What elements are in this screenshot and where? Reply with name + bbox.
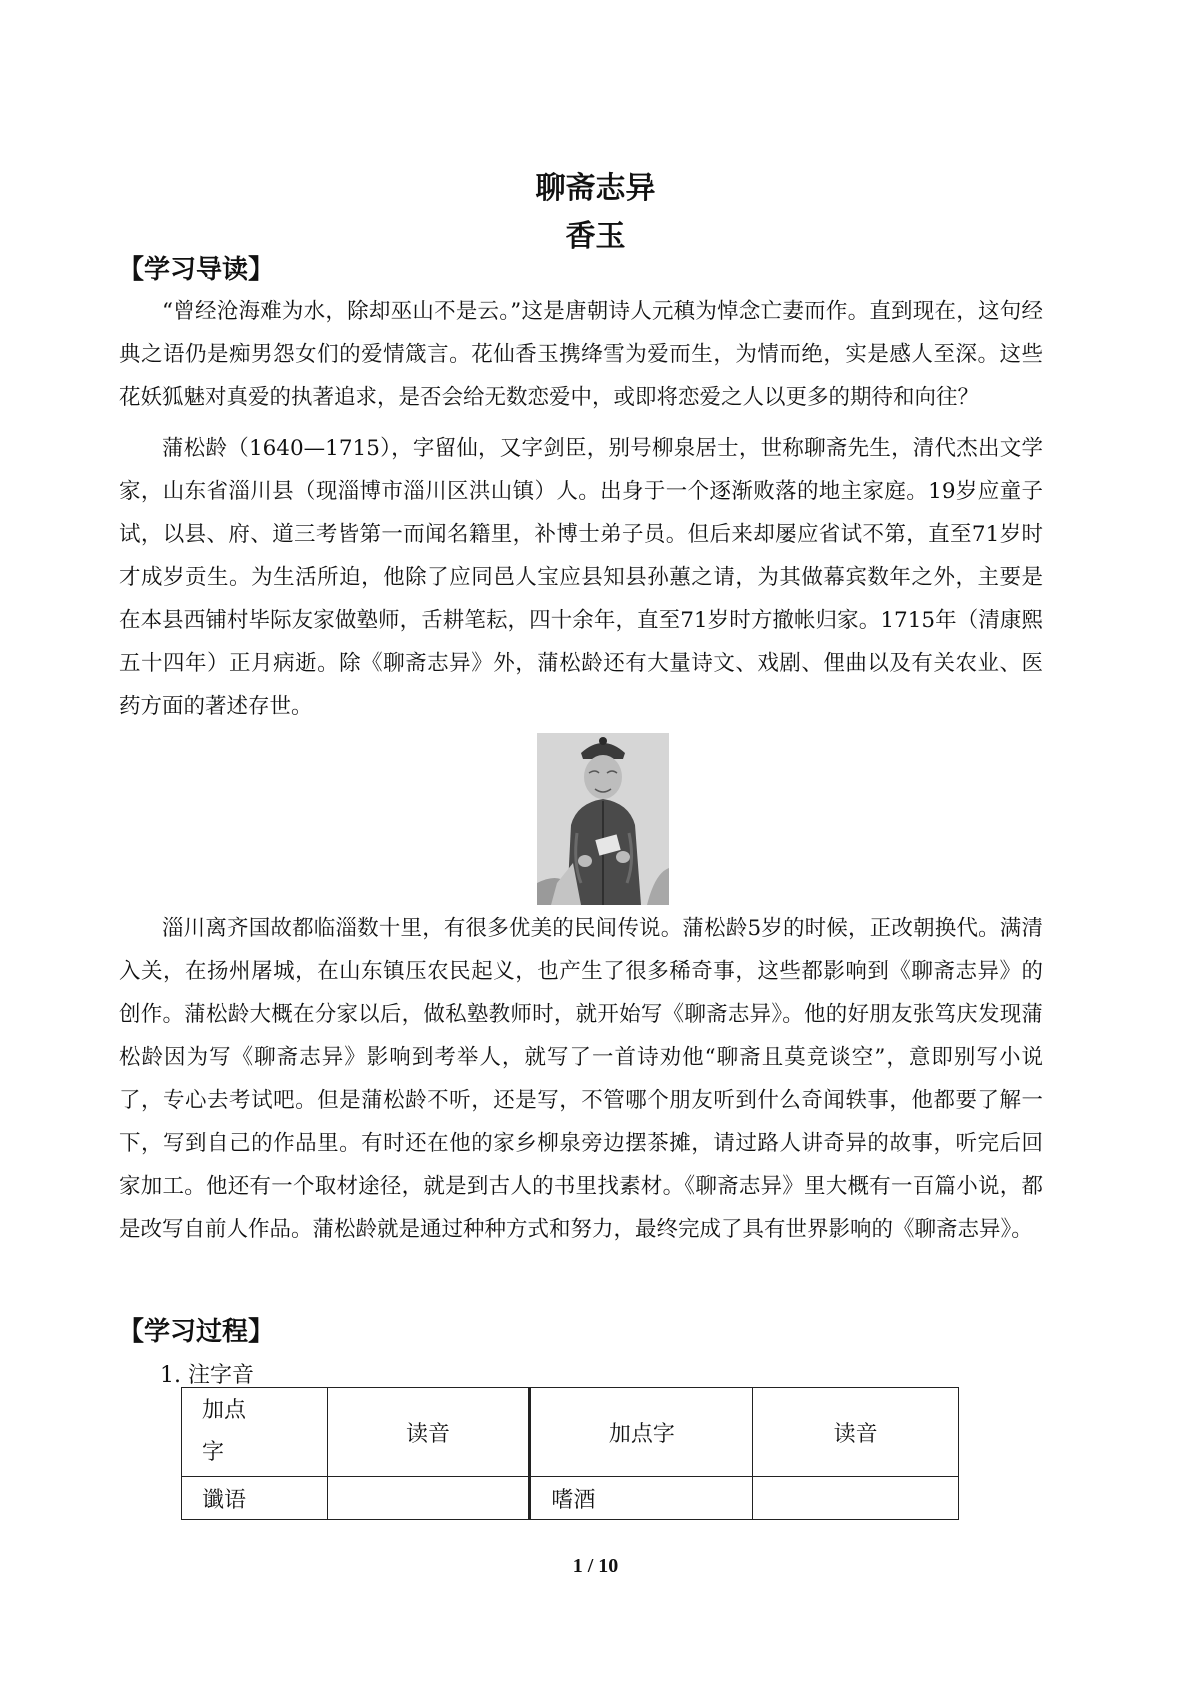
author-portrait-image (537, 733, 669, 905)
section-heading-process: 【学习过程】 (118, 1317, 275, 1347)
table-header-row (182, 1388, 959, 1477)
header-cell-dotted-char-1 (182, 1388, 328, 1477)
header-cell-line: 字 (202, 1440, 225, 1465)
section-heading-guide: 【学习导读】 (118, 255, 275, 285)
exercise-item-label: 1. 注字音 (160, 1363, 254, 1388)
page-subtitle: 香玉 (565, 219, 626, 254)
paragraph-background: 淄川离齐国故都临淄数十里，有很多优美的民间传说。蒲松龄5岁的时候，正改朝换代。满清入关，在扬州屠城，在山东镇压农民起义，也产生了很多稀奇事，这些都影响到《聊斋志异》的创作。蒲松龄大概在分家以后，做私塾教师时，就开始写《聊斋志异》。他的好朋友张笃庆发现蒲松龄因为写《聊斋志异》影响到考举人，就写了一首诗劝他“聊斋且莫竞谈空”，意即别写小说了，专心去考试吧。但是蒲松龄不听，还是写，不管哪个朋友听到什么奇闻轶事，他都要了解一下，写到自己的作品里。有时还在他的家乡柳泉旁边摆茶摊，请过路人讲奇异的故事，听完后回家加工。他还有一个取材途径，就是到古人的书里找素材。《聊斋志异》里大概有一百篇小说，都是改写自前人作品。蒲松龄就是通过种种方式和努力，最终完成了具有世界影响的《聊斋志异》。 (119, 916, 1043, 1242)
cell-reading-input-1[interactable] (327, 1477, 530, 1520)
header-cell-dotted-char-2: 加点字 (530, 1388, 753, 1477)
header-cell-reading-1: 读音 (327, 1388, 530, 1477)
pronunciation-table (181, 1387, 959, 1520)
header-cell-line: 加点 (202, 1398, 247, 1423)
paragraph-intro: “曾经沧海难为水，除却巫山不是云。”这是唐朝诗人元稹为悼念亡妻而作。直到现在，这句经典之语仍是痴男怨女们的爱情箴言。花仙香玉携绛雪为爱而生，为情而绝，实是感人至深。这些花妖狐魅对真爱的执著追求，是否会给无数恋爱中，或即将恋爱之人以更多的期待和向往？ (119, 299, 1043, 410)
paragraph-author: 蒲松龄（1640—1715），字留仙，又字剑臣，别号柳泉居士，世称聊斋先生，清代杰出文学家，山东省淄川县（现淄博市淄川区洪山镇）人。出身于一个逐渐败落的地主家庭。19岁应童子试，以县、府、道三考皆第一而闻名籍里，补博士弟子员。但后来却屡应省试不第，直至71岁时才成岁贡生。为生活所迫，他除了应同邑人宝应县知县孙蕙之请，为其做幕宾数年之外，主要是在本县西铺村毕际友家做塾师，舌耕笔耘，四十余年，直至71岁时方撤帐归家。1715年（清康熙五十四年）正月病逝。除《聊斋志异》外，蒲松龄还有大量诗文、戏剧、俚曲以及有关农业、医药方面的著述存世。 (119, 436, 1043, 719)
cell-reading-input-2[interactable] (753, 1477, 959, 1520)
page-title: 聊斋志异 (535, 171, 656, 206)
cell-word-2: 嗜酒 (530, 1477, 753, 1520)
header-cell-reading-2: 读音 (753, 1388, 959, 1477)
page-number: 1 / 10 (572, 1555, 619, 1577)
cell-word-1: 谶语 (182, 1477, 328, 1520)
table-row (182, 1477, 959, 1520)
portrait-figure-icon (537, 733, 669, 905)
